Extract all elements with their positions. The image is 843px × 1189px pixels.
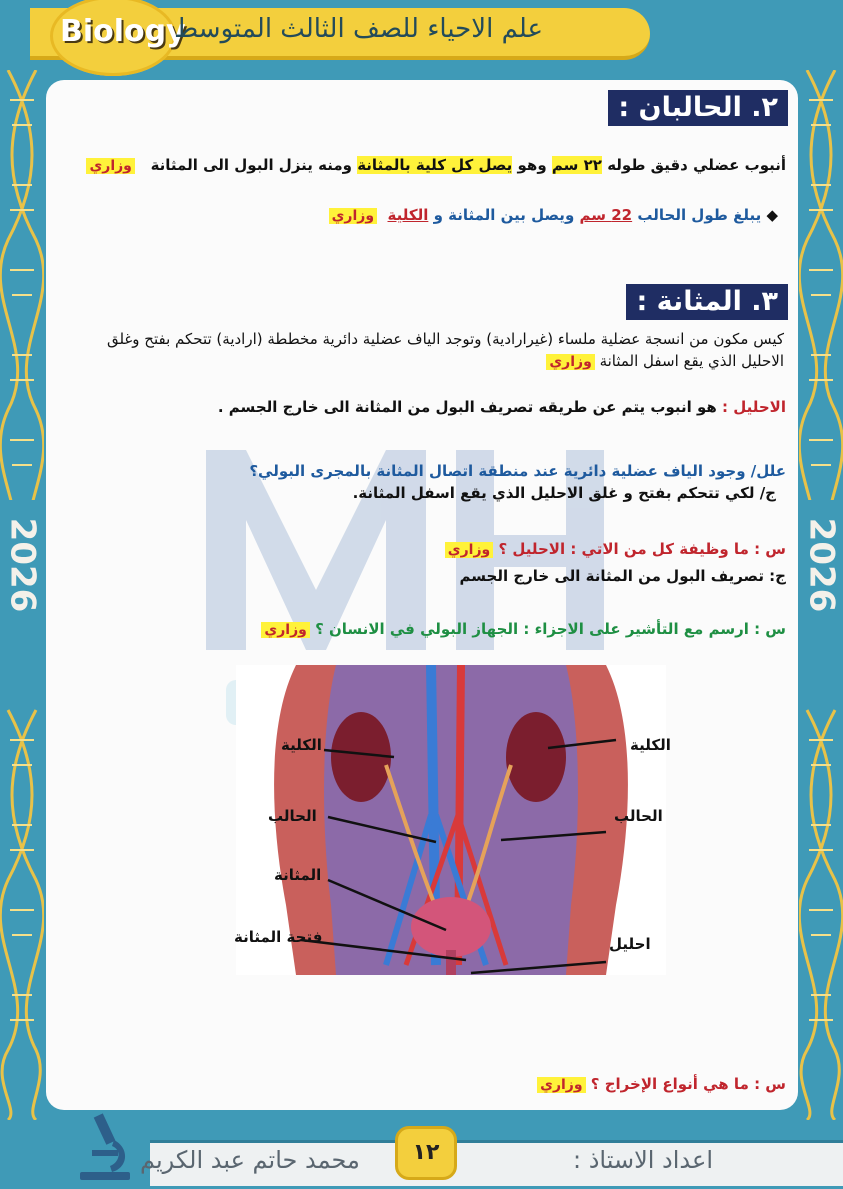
bladder-description-line1: كيس مكون من انسجة عضلية ملساء (غيرارادية) وتوجد الياف عضلية دائرية مخططة (ارادية) تتحكم بفتح وغلق [106,330,784,348]
label-ureter-left: الحالب [268,807,317,825]
text-segment: ومنه ينزل البول الى المثانة [150,156,352,174]
diagram-leader-lines [46,80,798,1110]
footer-prepared-by: اعداد الاستاذ : [573,1146,713,1174]
header [0,0,843,76]
ministerial-tag: وزاري [546,354,594,370]
footer [0,1110,843,1189]
ministerial-tag: وزاري [261,622,309,638]
year-label-left: 2026 [0,500,44,630]
year-label-right: 2026 [799,500,843,630]
text-segment: أنبوب عضلي دقيق طوله [607,156,786,174]
diamond-bullet-icon: ◆ [766,206,778,224]
logo-text: Biology [60,14,186,49]
excretion-types-question [537,1075,786,1093]
ministerial-tag: وزاري [445,542,493,558]
highlight-connection: يصل كل كلية بالمثانة [357,156,513,174]
reason-question: علل/ وجود الياف عضلية دائرية عند منطقة اتصال المثانة بالمجرى البولي؟ [249,462,786,480]
section-heading-ureters: ٢. الحالبان : [608,90,788,126]
label-urethra: احليل [609,935,651,953]
footer-author: محمد حاتم عبد الكريم [140,1146,360,1174]
page-number: ١٢ [395,1126,457,1180]
text-segment: س : ارسم مع التأشير على الاجزاء : الجهاز البولي في الانسان ؟ [315,620,786,638]
ministerial-tag: وزاري [86,158,134,174]
text-segment: س : ما وظيفة كل من الاتي : الاحليل ؟ [498,540,786,558]
label-kidney-right: الكلية [630,736,671,754]
header-title: علم الاحياء للصف الثالث المتوسط [174,14,543,44]
label-kidney-left: الكلية [281,736,322,754]
section-heading-bladder: ٣. المثانة : [626,284,788,320]
text-segment: وهو [517,156,547,174]
label-bladder-opening: فتحة المثانة [234,928,323,946]
page-content [46,80,798,1110]
ministerial-tag: وزاري [329,208,377,224]
function-answer: ج: تصريف البول من المثانة الى خارج الجسم [459,567,786,585]
microscope-icon [70,1110,140,1186]
text-segment: الاحليل الذي يقع اسفل المثانة [599,352,784,370]
text-segment: يبلغ طول الحالب [637,206,762,224]
text-segment: س : ما هي أنواع الإخراج ؟ [590,1075,786,1093]
label-ureter-right: الحالب [614,807,663,825]
label-bladder: المثانة [274,866,322,884]
text-segment: هو انبوب يتم عن طريقه تصريف البول من المثانة الى خارج الجسم . [217,398,717,416]
text-segment: ويصل بين المثانة و [433,206,575,224]
urethra-term: الاحليل : [722,398,786,416]
ministerial-tag: وزاري [537,1077,585,1093]
kidney-word: الكلية [387,206,429,224]
highlight-length: ٢٢ سم [551,156,602,174]
ureter-length: 22 سم [579,206,633,224]
reason-answer: ج/ لكي تتحكم بفتح و غلق الاحليل الذي يقع اسفل المثانة. [352,484,776,502]
